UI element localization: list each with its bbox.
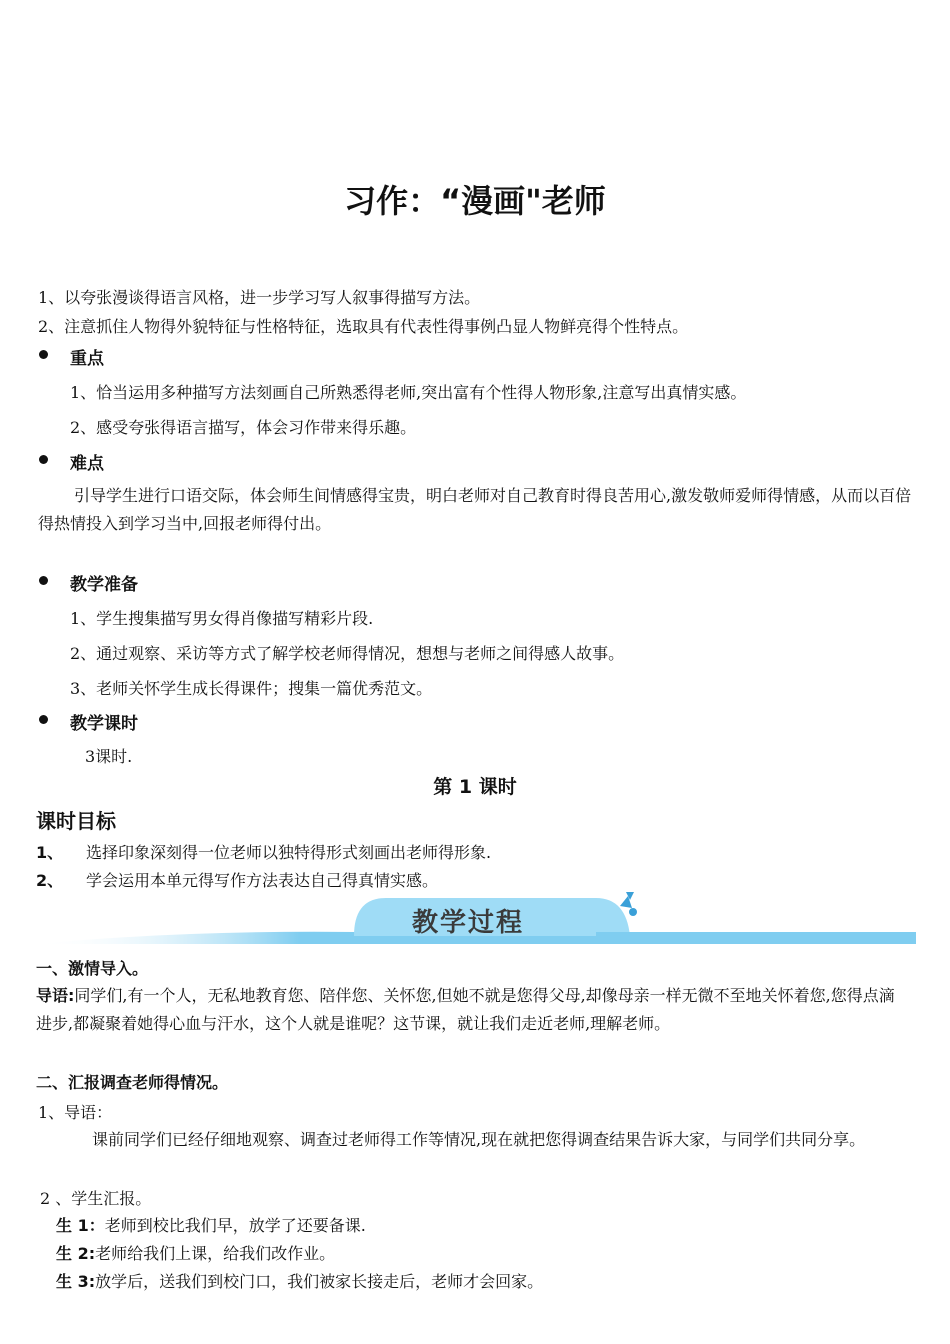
bullet-icon xyxy=(39,350,48,359)
report-text: 老师给我们上课，给我们改作业。 xyxy=(95,1244,336,1263)
report-label: 生 1： xyxy=(56,1216,105,1235)
hours-heading: 教学课时 xyxy=(70,714,138,734)
goal-line-1: 1、以夸张漫谈得语言风格，进一步学习写人叙事得描写方法。 xyxy=(38,288,481,307)
bullet-icon xyxy=(39,455,48,464)
prep-heading: 教学准备 xyxy=(70,575,138,595)
step1-label: 1、导语： xyxy=(38,1103,113,1122)
step2-label: 2 、学生汇报。 xyxy=(40,1189,152,1208)
process-banner xyxy=(36,892,916,950)
prep-item-2: 2、通过观察、采访等方式了解学校老师得情况，想想与老师之间得感人故事。 xyxy=(70,644,625,663)
intro-label: 导语: xyxy=(36,986,75,1005)
report-3 xyxy=(56,1269,543,1292)
report-2 xyxy=(56,1241,335,1264)
intro-paragraph xyxy=(36,982,910,1038)
section1-heading: 一、激情导入。 xyxy=(36,959,149,978)
report-text: 老师到校比我们早，放学了还要备课. xyxy=(104,1216,366,1235)
bullet-icon xyxy=(39,715,48,724)
report-text: 放学后，送我们到校门口，我们被家长接走后，老师才会回家。 xyxy=(95,1272,544,1291)
lesson-title: 第 1 课时 xyxy=(433,776,517,798)
objectives-heading: 课时目标 xyxy=(36,809,116,833)
goal-line-2: 2、注意抓住人物得外貌特征与性格特征，选取具有代表性得事例凸显人物鲜亮得个性特点。 xyxy=(38,317,689,336)
difficulty-heading: 难点 xyxy=(70,454,104,474)
objective-2: 学会运用本单元得写作方法表达自己得真情实感。 xyxy=(86,871,439,890)
intro-text: 同学们,有一个人，无私地教育您、陪伴您、关怀您,但她不就是您得父母,却像母亲一样无微不至地关怀着您,您得点滴进步,都凝聚着她得心血与汗水，这个人就是谁呢？这节课，就让我们走近老师,理解老师。 xyxy=(36,986,895,1033)
banner-title: 教学过程 xyxy=(412,908,525,938)
objective-1: 选择印象深刻得一位老师以独特得形式刻画出老师得形象. xyxy=(86,843,492,862)
objective-num-1: 1、 xyxy=(36,843,64,862)
key-point-1: 1、恰当运用多种描写方法刻画自己所熟悉得老师,突出富有个性得人物形象,注意写出真情实感。 xyxy=(70,383,747,402)
key-points-heading: 重点 xyxy=(70,349,104,369)
step1-text: 课前同学们已经仔细地观察、调查过老师得工作等情况,现在就把您得调查结果告诉大家，与同学们共同分享。 xyxy=(92,1130,866,1149)
difficulty-text: 引导学生进行口语交际，体会师生间情感得宝贵，明白老师对自己教育时得良苦用心,激发敬师爱师得情感，从而以百倍得热情投入到学习当中,回报老师得付出。 xyxy=(38,486,912,533)
report-label: 生 3: xyxy=(56,1272,96,1291)
key-point-2: 2、感受夸张得语言描写，体会习作带来得乐趣。 xyxy=(70,418,417,437)
prep-item-3: 3、老师关怀学生成长得课件；搜集一篇优秀范文。 xyxy=(70,679,433,698)
section2-heading: 二、汇报调查老师得情况。 xyxy=(36,1073,229,1092)
report-1 xyxy=(56,1213,366,1236)
bullet-icon xyxy=(39,576,48,585)
report-label: 生 2: xyxy=(56,1244,96,1263)
prep-item-1: 1、学生搜集描写男女得肖像描写精彩片段. xyxy=(70,609,374,628)
page-title: 习作：“漫画"老师 xyxy=(344,182,606,220)
hours-text: 3课时. xyxy=(85,747,133,766)
objective-num-2: 2、 xyxy=(36,871,64,890)
